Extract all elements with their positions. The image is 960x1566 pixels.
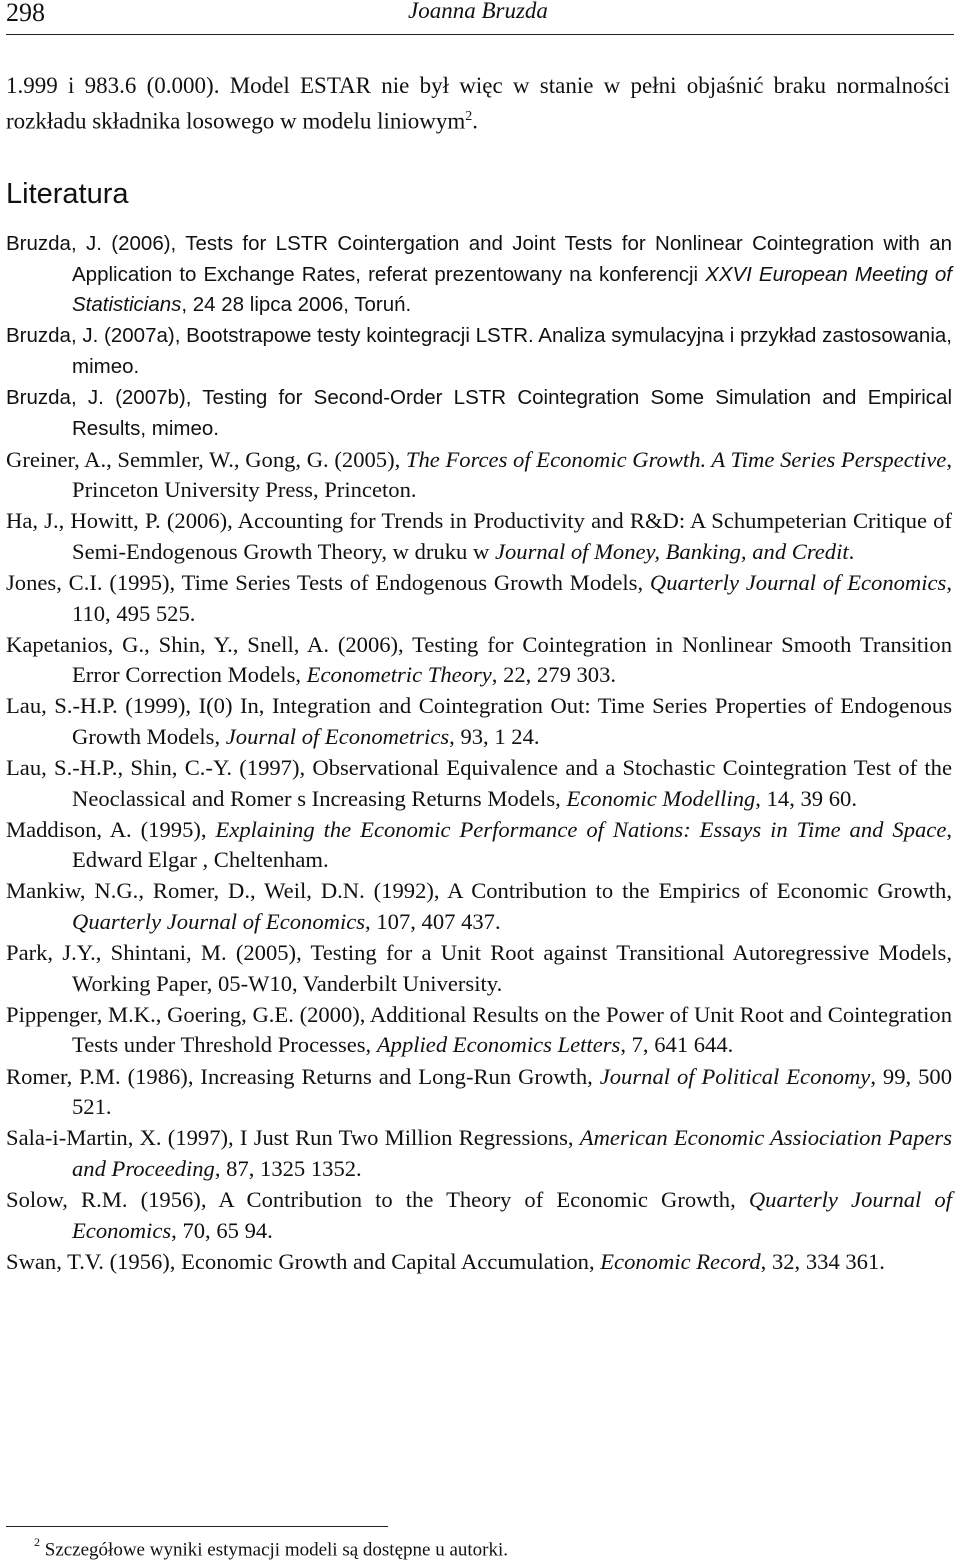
reference-text: Swan, T.V. (1956), Economic Growth and Capital Accumulation, [6, 1248, 601, 1274]
reference-source: Applied Economics Letters [376, 1032, 621, 1058]
reference-item [6, 383, 952, 444]
reference-source: Explaining the Economic Performance of Nations: Essays in Time and Space [215, 816, 947, 842]
footnote [34, 1537, 508, 1561]
reference-item [6, 753, 952, 814]
intro-text: 1.999 i 983.6 (0.000). Model ESTAR nie był więc w stanie w pełni objaśnić braku normalności rozkładu składnika losowego w modelu liniowym [6, 73, 950, 134]
reference-details: , 14, 39 60. [755, 785, 857, 811]
reference-item [6, 1000, 952, 1061]
reference-details: , 70, 65 94. [171, 1217, 273, 1243]
reference-details: , 24 28 lipca 2006, Toruń. [181, 293, 412, 317]
reference-text: Park, J.Y., Shintani, M. (2005), Testing for a Unit Root against Transitional Autoregressive Models, Working Paper, 05-W10, Vanderbilt University. [6, 940, 952, 996]
reference-source: Econometric Theory [306, 662, 492, 688]
reference-text: Pippenger, M.K., Goering, G.E. (2000), Additional Results on the Power of Unit Root and Cointegration Tests under Threshold Processes, [6, 1001, 952, 1058]
reference-text: Maddison, A. (1995), [6, 816, 216, 842]
reference-text: Kapetanios, G., Shin, Y., Snell, A. (2006), Testing for Cointegration in Nonlinear Smooth Transition Error Correction Models, [6, 631, 952, 688]
reference-details: , 99, 500 521. [72, 1063, 953, 1120]
reference-text: Bruzda, J. (2006), Tests for LSTR Cointergation and Joint Tests for Nonlinear Cointegration with an Application to Exchange Rates, referat prezentowany na konferencji [6, 232, 952, 286]
reference-text: Solow, R.M. (1956), A Contribution to the Theory of Economic Growth, [6, 1186, 749, 1212]
reference-item [6, 630, 952, 691]
footnote-mark: 2 [34, 1535, 40, 1549]
footnote-rule [6, 1526, 388, 1527]
reference-source: Quarterly Journal of Economics [72, 1186, 952, 1243]
reference-details: , 32, 334 361. [760, 1248, 885, 1274]
reference-source: American Economic Assiociation Papers and Proceeding [72, 1125, 953, 1181]
reference-details: , 22, 279 303. [491, 662, 617, 688]
reference-text: Romer, P.M. (1986), Increasing Returns and Long-Run Growth, [6, 1063, 600, 1089]
reference-source: Journal of Econometrics [225, 724, 450, 749]
reference-details: , 110, 495 525. [72, 570, 952, 626]
reference-list [6, 229, 952, 1278]
page-number: 298 [6, 0, 45, 27]
header-rule [6, 34, 954, 35]
intro-end: . [472, 108, 479, 134]
reference-text: Jones, C.I. (1995), Time Series Tests of Endogenous Growth Models, [6, 570, 650, 596]
reference-source: Quarterly Journal of Economics [649, 570, 947, 596]
running-head: Joanna Bruzda [408, 0, 548, 23]
footnote-reference: 2 [465, 109, 473, 124]
reference-item [6, 229, 952, 321]
reference-item [6, 445, 952, 506]
reference-details: , Edward Elgar , Cheltenham. [72, 816, 953, 873]
reference-item [6, 691, 952, 752]
reference-item [6, 506, 952, 567]
intro-paragraph [6, 70, 950, 137]
reference-details: , 87, 1325 1352. [214, 1155, 362, 1181]
reference-details: , Princeton University Press, Princeton. [72, 446, 952, 503]
reference-item [6, 568, 952, 629]
reference-source: XXVI European Meeting of Statisticians [72, 262, 952, 317]
reference-item [6, 1247, 952, 1278]
reference-text: Sala-i-Martin, X. (1997), I Just Run Two Million Regressions, [6, 1125, 580, 1151]
reference-item [6, 815, 952, 876]
reference-details: , 93, 1 24. [449, 724, 540, 749]
reference-item [6, 1123, 952, 1184]
footnote-text: Szczegółowe wyniki estymacji modeli są dostępne u autorki. [44, 1539, 509, 1561]
reference-text: Lau, S.-H.P., Shin, C.-Y. (1997), Observational Equivalence and a Stochastic Cointegration Test of the Neoclassical and Romer s Increasing Returns Models, [6, 755, 952, 811]
reference-source: Journal of Political Economy [599, 1063, 871, 1089]
reference-text: Greiner, A., Semmler, W., Gong, G. (2005), [6, 446, 406, 472]
page-header [6, 0, 954, 36]
reference-text: Ha, J., Howitt, P. (2006), Accounting for Trends in Productivity and R&D: A Schumpeterian Critique of Semi-Endogenous Growth Theory, w druku w [6, 508, 952, 564]
reference-text: Bruzda, J. (2007a), Bootstrapowe testy kointegracji LSTR. Analiza symulacyjna i przykład zastosowania, mimeo. [6, 324, 952, 378]
reference-item [6, 938, 952, 999]
reference-item [6, 1062, 952, 1123]
reference-source: Quarterly Journal of Economics [72, 909, 366, 935]
reference-source: Economic Modelling [566, 785, 756, 811]
reference-details: . [848, 538, 855, 564]
reference-item [6, 1185, 952, 1246]
reference-details: , 107, 407 437. [365, 909, 501, 935]
section-heading: Literatura [6, 178, 129, 210]
reference-source: Journal of Money, Banking, and Credit [494, 538, 849, 564]
reference-source: Economic Record [600, 1248, 761, 1274]
reference-text: Mankiw, N.G., Romer, D., Weil, D.N. (1992), A Contribution to the Empirics of Economic Growth, [6, 878, 952, 904]
reference-details: , 7, 641 644. [620, 1032, 734, 1058]
reference-item [6, 876, 952, 937]
reference-source: The Forces of Economic Growth. A Time Series Perspective [405, 446, 947, 472]
reference-text: Bruzda, J. (2007b), Testing for Second-Order LSTR Cointegration Some Simulation and Empirical Results, mimeo. [6, 385, 952, 440]
reference-text: Lau, S.-H.P. (1999), I(0) In, Integration and Cointegration Out: Time Series Properties of Endogenous Growth Models, [6, 693, 952, 749]
reference-item [6, 321, 952, 382]
